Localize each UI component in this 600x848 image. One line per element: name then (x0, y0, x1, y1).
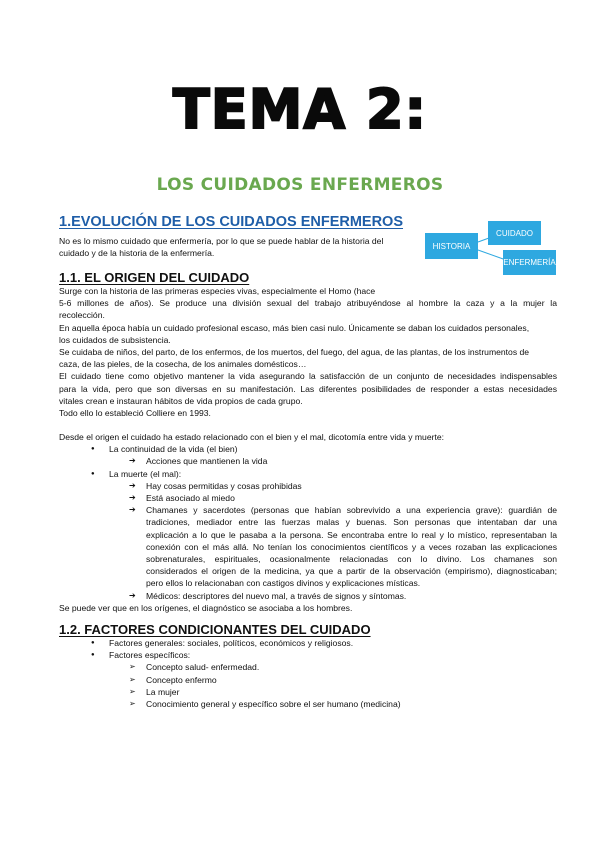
paragraph-line: En aquella época había un cuidado profesional escaso, más bien casi nulo. Únicamente se daban los cuidados personales, (59, 322, 530, 333)
list-item: ● Factores generales: sociales, políticos, económicos y religiosos. (59, 637, 557, 649)
paragraph-line: 5-6 millones de años). Se produce una división sexual del trabajo atribuyéndose al hombre la caza y a la mujer la (59, 298, 557, 309)
list-item: ➔ Está asociado al miedo (59, 492, 557, 504)
paragraph-line: Todo ello lo estableció Colliere en 1993. (59, 408, 211, 419)
section-1-2-body (59, 637, 557, 710)
section-1-2-heading: 1.2. FACTORES CONDICIONANTES DEL CUIDADO (59, 622, 371, 637)
paragraph-line: Surge con la historia de las primeras especies vivas, especialmente el Homo (hace (59, 286, 376, 296)
list-item: ➔ Acciones que mantienen la vida (59, 455, 557, 467)
list-line: pero ellos lo relacionaban con castigos divinos y explicaciones místicas. (146, 578, 421, 589)
section-1-1-dichotomy (59, 431, 557, 614)
list-item: ➢ La mujer (59, 686, 557, 698)
diagram-box-cuidado: CUIDADO (488, 221, 541, 245)
intro-line: No es lo mismo cuidado que enfermería, por lo que se puede hablar de la historia del (59, 236, 384, 246)
list-item-shamans (59, 504, 557, 589)
paragraph-line: los cuidados de subsistencia. (59, 334, 171, 345)
list-item: ● La continuidad de la vida (el bien) (59, 443, 557, 455)
paragraph-line: Se puede ver que en los orígenes, el diagnóstico se asociaba a los hombres. (59, 602, 353, 613)
list-line: ➔ Chamanes y sacerdotes (personas que habían sobrevivido a una experiencia grave): guardián de (146, 505, 557, 516)
paragraph-line: vitales crean e instauran hábitos de vida propios de cada grupo. (59, 395, 303, 406)
list-item: ➔ Hay cosas permitidas y cosas prohibidas (59, 480, 557, 492)
intro-line: cuidado y de la historia de la enfermería. (59, 248, 215, 259)
page-title: TEMA 2: (172, 78, 428, 141)
connector-line (478, 250, 506, 260)
list-item: ➔ Médicos: descriptores del nuevo mal, a través de signos y síntomas. (59, 590, 557, 602)
list-line: considerados el origen de la medicina, ya que a partir de la observación (empirismo), diagnosticaban; (146, 566, 557, 577)
list-line: conexión con el más allá. No tenían los conocimientos científicos y a veces rozaban las explicaciones (146, 541, 557, 552)
list-line: tradiciones, mediador entre las fuerzas malas y buenas. Son personas que intentaban dar una (146, 517, 557, 528)
section-1-1-heading: 1.1. EL ORIGEN DEL CUIDADO (59, 270, 250, 285)
diagram-box-enfermeria: ENFERMERÍA (503, 250, 556, 275)
paragraph-line: Desde el origen el cuidado ha estado relacionado con el bien y el mal, dicotomía entre vida y muerte: (59, 432, 445, 442)
paragraph-line: para la vida, pero que son diversas en su manifestación. Las diferentes posibilidades de responder a estas necesidades (59, 383, 557, 394)
page-subtitle: LOS CUIDADOS ENFERMEROS (156, 175, 444, 195)
section-1-1-body (59, 285, 557, 419)
list-item: ● Factores específicos: (59, 649, 557, 661)
list-item: ➢ Conocimiento general y específico sobre el ser humano (medicina) (59, 698, 557, 710)
diagram-box-historia: HISTORIA (425, 233, 478, 259)
dichotomy-list (59, 443, 557, 602)
list-item: ➢ Concepto enfermo (59, 674, 557, 686)
paragraph-line: caza, de las pieles, de la cosecha, de los animales domésticos… (59, 359, 307, 370)
section-1-heading: 1.EVOLUCIÓN DE LOS CUIDADOS ENFERMEROS (59, 214, 404, 230)
list-item: ● La muerte (el mal): (59, 468, 557, 480)
list-item: ➢ Concepto salud- enfermedad. (59, 661, 557, 673)
paragraph-line: Se cuidaba de niños, del parto, de los enfermos, de los muertos, del fuego, del agua, de las plantas, de los instrumentos de (59, 347, 530, 358)
list-line: sobrenaturales, espirituales, ocasionalmente relacionadas con lo divino. Los chamanes son (146, 554, 557, 565)
paragraph-line: El cuidado tiene como objetivo mantener la vida asegurando la satisfacción de un conjunto de necesidades indispensables (59, 371, 557, 382)
paragraph-line: recolección. (59, 310, 105, 321)
factors-list (59, 637, 557, 710)
list-line: explicación a lo que le pasaba a la persona. Se encontraba entre lo real y lo místico, representaban la (146, 529, 557, 540)
